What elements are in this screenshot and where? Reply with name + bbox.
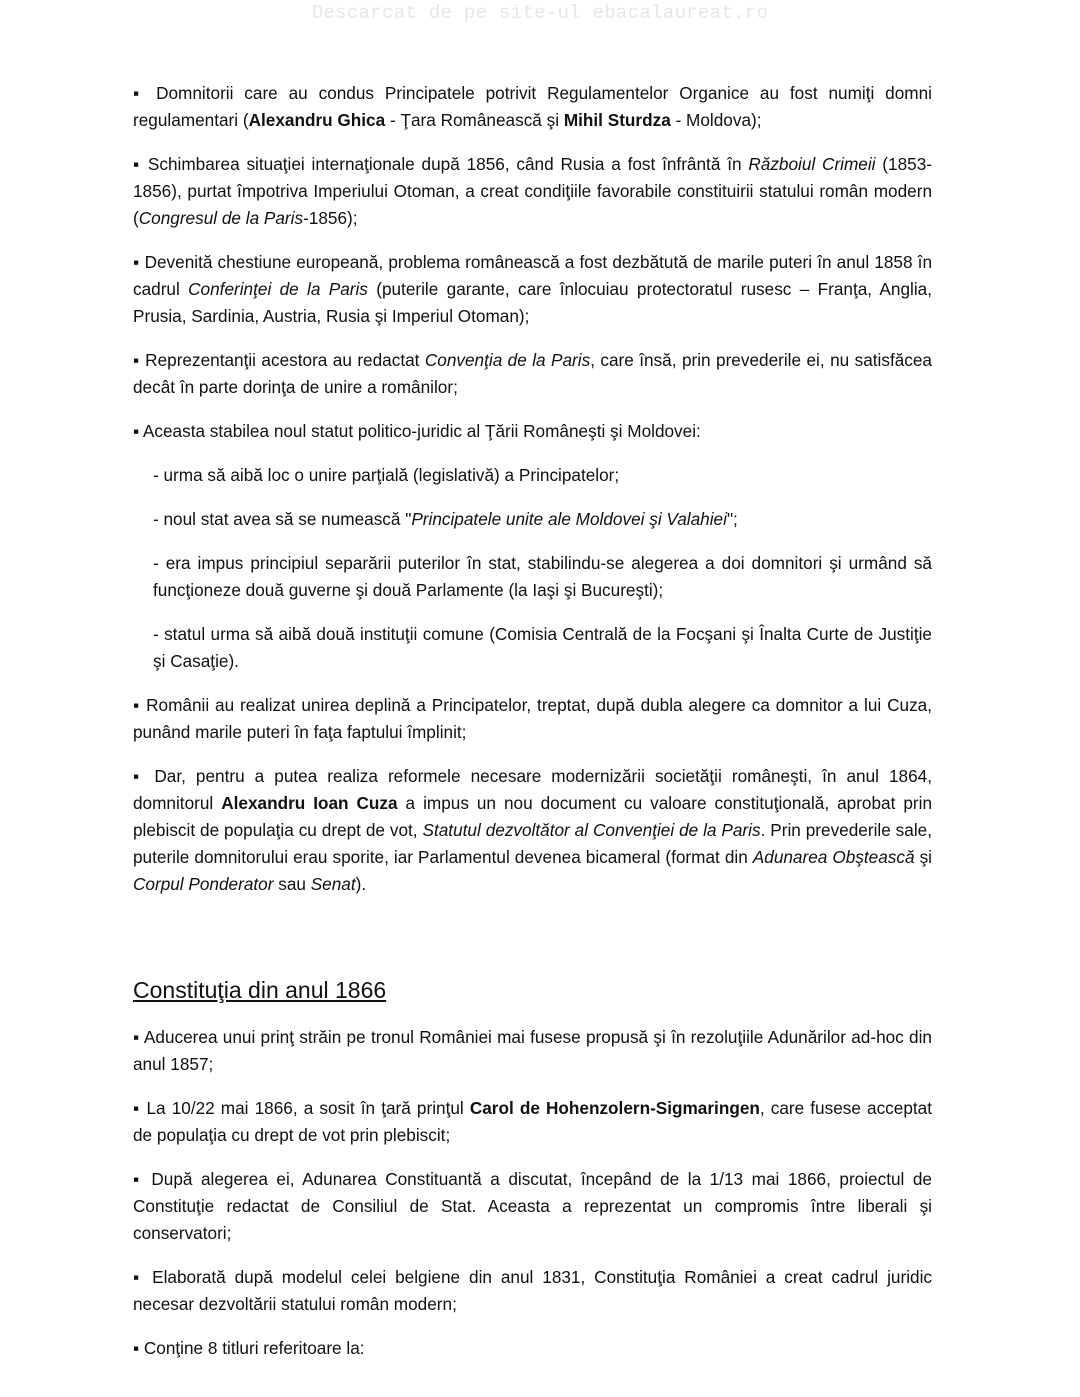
- bullet-paragraph: [133, 763, 932, 898]
- text-run: ▪ Domnitorii care au condus Principatele potrivit Regulamentelor Organice au fost numiţi domni regulamentari (: [133, 83, 932, 130]
- watermark: Descarcat de pe site-ul ebacalaureat.ro: [311, 2, 769, 24]
- bold-text: Alexandru Ioan Cuza: [221, 793, 398, 813]
- text-run: ▪ Românii au realizat unirea deplină a Principatelor, treptat, după dubla alegere ca domnitor a lui Cuza, punând marile puteri în faţa faptului împlinit;: [133, 695, 932, 742]
- text-run: - era impus principiul separării puterilor în stat, stabilindu-se alegerea a doi domnitori şi urmând să funcţioneze două guverne şi două Parlamente (la Iaşi şi Bucureşti);: [153, 553, 932, 600]
- bullet-paragraph: [133, 1264, 932, 1318]
- bullet-paragraph: [133, 1095, 932, 1149]
- bullet-paragraph: [133, 1024, 932, 1078]
- text-run: şi: [914, 847, 932, 867]
- text-run: ▪ Conţine 8 titluri referitoare la:: [133, 1338, 365, 1358]
- text-run: - Ţara Românească şi: [385, 110, 564, 130]
- italic-text: Războiul Crimeii: [748, 154, 876, 174]
- text-run: ▪ Aducerea unui prinţ străin pe tronul României mai fusese propusă şi în rezoluţiile Adunărilor ad-hoc din anul 1857;: [133, 1027, 932, 1074]
- italic-text: Congresul de la Paris: [138, 208, 304, 228]
- bullet-paragraph: [133, 1166, 932, 1247]
- text-run: , care fusese acceptat de populaţia cu drept de vot prin plebiscit;: [133, 1098, 932, 1145]
- bold-text: Mihil Sturdza: [563, 110, 671, 130]
- text-run: ▪ Devenită chestiune europeană, problema românească a fost dezbătută de marile puteri în anul 1858 în cadrul: [133, 252, 932, 299]
- italic-text: Principatele unite ale Moldovei şi Valahiei: [411, 509, 727, 529]
- text-run: ▪ După alegerea ei, Adunarea Constituantă a discutat, începând de la 1/13 mai 1866, proiectul de Constituţie redactat de Consiliul de Stat. Aceasta a reprezentat un compromis între liberali şi conservatori;: [133, 1169, 932, 1243]
- bullet-paragraph: [133, 418, 932, 445]
- bullet-paragraph: [133, 80, 932, 134]
- text-run: -1856);: [303, 208, 358, 228]
- dash-list-item: [133, 506, 932, 533]
- italic-text: Convenţia de la Paris: [424, 350, 591, 370]
- text-run: - Moldova);: [670, 110, 762, 130]
- dash-list-item: [133, 621, 932, 675]
- text-run: - statul urma să aibă două instituţii comune (Comisia Centrală de la Focşani şi Înalta Curte de Justiţie şi Casaţie).: [153, 624, 932, 671]
- section-constitutia-1866: [133, 1024, 932, 1362]
- italic-text: Conferinţei de la Paris: [188, 279, 368, 299]
- text-run: ▪ Schimbarea situaţiei internaţionale după 1856, când Rusia a fost înfrântă în: [133, 154, 749, 174]
- italic-text: Corpul Ponderator: [133, 874, 274, 894]
- text-run: , care însă, prin prevederile ei, nu satisfăcea decât în parte dorinţa de unire a românilor;: [133, 350, 932, 397]
- bold-text: Carol de Hohenzolern-Sigmaringen: [469, 1098, 760, 1118]
- text-run: sau: [273, 874, 311, 894]
- text-run: ▪ Reprezentanţii acestora au redactat: [133, 350, 425, 370]
- document-body: [133, 80, 932, 1379]
- dash-list-item: [133, 462, 932, 489]
- section-unire: [133, 80, 932, 898]
- text-run: ▪ La 10/22 mai 1866, a sosit în ţară prinţul: [133, 1098, 470, 1118]
- text-run: . Prin prevederile sale, puterile domnitorului erau sporite, iar Parlamentul devenea bicameral (format din: [133, 820, 932, 867]
- text-run: ▪ Aceasta stabilea noul statut politico-juridic al Ţării Româneşti şi Moldovei:: [133, 421, 701, 441]
- italic-text: Adunarea Obştească: [752, 847, 915, 867]
- bullet-paragraph: [133, 151, 932, 232]
- dash-list-item: [133, 550, 932, 604]
- text-run: - urma să aibă loc o unire parţială (legislativă) a Principatelor;: [153, 465, 620, 485]
- bullet-paragraph: [133, 347, 932, 401]
- text-run: (puterile garante, care înlocuiau protectoratul rusesc – Franţa, Anglia, Prusia, Sardinia, Austria, Rusia şi Imperiul Otoman);: [133, 279, 932, 326]
- italic-text: Senat: [310, 874, 356, 894]
- text-run: - noul stat avea să se numească ": [153, 509, 412, 529]
- text-run: ).: [355, 874, 367, 894]
- text-run: (1853-1856), purtat împotriva Imperiului Otoman, a creat condiţiile favorabile constituirii statului român modern (: [133, 154, 932, 228]
- section-heading: Constituţia din anul 1866: [133, 977, 387, 1003]
- text-run: ▪ Elaborată după modelul celei belgiene din anul 1831, Constituţia României a creat cadrul juridic necesar dezvoltării statului român modern;: [133, 1267, 932, 1314]
- text-run: a impus un nou document cu valoare constituţională, aprobat prin plebiscit de populaţia cu drept de vot,: [133, 793, 932, 840]
- bullet-paragraph: [133, 692, 932, 746]
- text-run: ▪ Dar, pentru a putea realiza reformele necesare modernizării societăţii româneşti, în anul 1864, domnitorul: [133, 766, 932, 813]
- italic-text: Statutul dezvoltător al Convenţiei de la Paris: [422, 820, 761, 840]
- text-run: ";: [726, 509, 738, 529]
- bullet-paragraph: [133, 1335, 932, 1362]
- bold-text: Alexandru Ghica: [248, 110, 386, 130]
- bullet-paragraph: [133, 249, 932, 330]
